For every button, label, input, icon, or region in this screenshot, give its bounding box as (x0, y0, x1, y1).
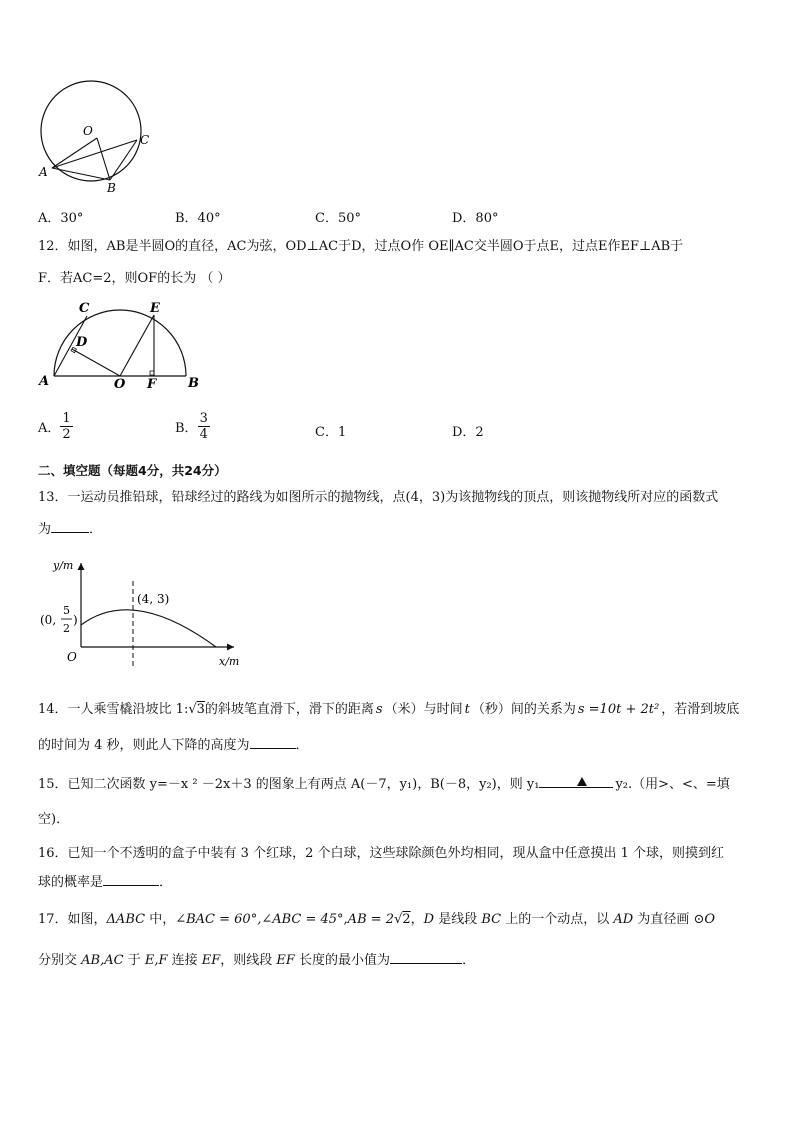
triangle-marker-icon (577, 777, 587, 786)
q14-answer-blank[interactable] (250, 738, 296, 749)
q15-text-line2: 空)． (38, 812, 70, 827)
q11-circle-figure (30, 80, 160, 200)
q13-text-line2 (38, 521, 102, 539)
q12-option-b (175, 411, 210, 442)
q17-point-d: D (423, 912, 435, 927)
q12-semicircle-figure (34, 298, 209, 393)
section-fill-in-title: 二、填空题（每题4分，共24分） (38, 463, 227, 478)
q13-line2-prefix: 为 (38, 522, 52, 537)
q17-sqrt-value: 2 (402, 912, 411, 927)
q15-part2: y₂.（用>、<、=填 (615, 777, 730, 792)
q14-line2-prefix: 的时间为 4 秒，则此人下降的高度为 (38, 738, 250, 753)
q17-part5: 上的一个动点，以 (501, 912, 614, 927)
q13-answer-blank[interactable] (51, 522, 89, 533)
q17-part3: ， (410, 912, 424, 927)
q16-text-line2 (38, 874, 172, 892)
q11-label-c: C (140, 133, 150, 147)
q14-part4: （秒）间的关系为 (471, 702, 576, 717)
q17-part1: 17．如图， (38, 912, 107, 927)
q14-formula: s =10t + 2t² (577, 702, 660, 717)
q14-sqrt-value: 3 (196, 702, 205, 717)
q11-option-c: C．50° (315, 211, 361, 226)
q17-answer-blank[interactable] (390, 953, 462, 964)
q14-part5: ，若滑到坡底 (661, 702, 740, 717)
q12-option-c: C．1 (315, 425, 347, 440)
q16-answer-blank[interactable] (103, 875, 159, 886)
q13-graph-yint-prefix: (0, (40, 613, 57, 627)
q14-text-line1 (38, 701, 739, 719)
q15-text-line1 (38, 776, 730, 794)
q17-segment-bc: BC (481, 912, 502, 927)
q12-label-a: A (39, 374, 50, 389)
q11-label-b: B (107, 181, 116, 195)
q17-line2-part3: 连接 (167, 953, 202, 968)
q12-option-b-den: 4 (199, 427, 208, 442)
q11-label-o: O (83, 124, 93, 138)
q13-graph-xlabel: x/m (219, 655, 240, 668)
q13-graph-yint-suffix: ) (73, 613, 78, 627)
q12-label-f: F (147, 377, 157, 392)
q17-circle-o: O (704, 912, 716, 927)
q13-parabola-graph (36, 555, 246, 670)
q17-conditions: ∠BAC = 60°,∠ABC = 45°,AB = 2 (175, 912, 395, 927)
q17-part2: 中， (145, 912, 176, 927)
q12-label-d: D (76, 335, 88, 350)
q14-text-line2 (38, 737, 309, 755)
q13-graph-yint-num: 5 (63, 604, 70, 617)
q12-label-o: O (114, 377, 126, 392)
q12-option-a (38, 411, 73, 442)
q12-text-line1: 12．如图，AB是半圆O的直径，AC为弦，OD⊥AC于D，过点O作 OE∥AC交半圆O于点E，过点E作EF⊥AB于 (38, 239, 684, 254)
q13-graph-origin: O (67, 650, 77, 664)
q14-var-t: t (464, 702, 470, 717)
q12-option-d: D．2 (452, 425, 484, 440)
q17-line2-suffix: ． (462, 953, 476, 968)
q11-option-a: A．30° (38, 211, 84, 226)
q17-text-line2 (38, 952, 475, 970)
q16-line2-prefix: 球的概率是 (38, 875, 104, 890)
q17-triangle: ΔABC (106, 912, 146, 927)
q14-line2-suffix: ． (295, 738, 309, 753)
q17-line2-part1: 分别交 (38, 953, 82, 968)
q15-part1: 15．已知二次函数 y=－x ² －2x＋3 的图象上有两点 A(－7，y₁)，B(－8，y₂)，则 y₁ (38, 777, 540, 792)
q17-line2-part5: 长度的最小值为 (294, 953, 391, 968)
q17-segment-ef-2: EF (276, 953, 295, 968)
q17-part4: 是线段 (434, 912, 482, 927)
q13-graph-yint-den: 2 (63, 622, 70, 635)
q15-answer-blank[interactable] (539, 777, 613, 788)
q12-option-a-fraction (60, 411, 72, 442)
q12-option-b-fraction (198, 411, 210, 442)
q13-graph-vertex-label: (4, 3) (137, 592, 170, 606)
q12-label-c: C (79, 301, 90, 316)
q14-part3: （米）与时间 (384, 702, 463, 717)
q12-option-a-num: 1 (62, 411, 71, 426)
q17-sides-ab-ac: AB,AC (81, 953, 124, 968)
q12-option-b-num: 3 (199, 411, 208, 426)
q16-line2-suffix: ． (159, 875, 173, 890)
q17-segment-ef: EF (201, 953, 221, 968)
q13-line2-suffix: ． (89, 522, 103, 537)
q14-var-s: s (375, 702, 383, 717)
q12-option-a-label: A． (38, 421, 61, 436)
q17-segment-ad: AD (613, 912, 634, 927)
q12-option-b-label: B． (175, 421, 198, 436)
q12-text-line2: F．若AC=2，则OF的长为 （ ） (38, 271, 231, 286)
q17-sqrt: √2 (394, 912, 411, 927)
q14-part2: 的斜坡笔直滑下，滑下的距离 (204, 702, 374, 717)
q12-label-b: B (188, 376, 199, 391)
q17-line2-part4: ，则线段 (220, 953, 277, 968)
q11-option-b: B．40° (175, 211, 221, 226)
q17-part6: 为直径画 ⊙ (633, 912, 705, 927)
q13-graph-ylabel: y/m (53, 559, 74, 572)
q14-part1: 14．一人乘雪橇沿坡比 1: (38, 702, 189, 717)
q13-text-line1: 13．一运动员推铅球，铅球经过的路线为如图所示的抛物线，点(4，3)为该抛物线的顶点，则该抛物线所对应的函数式 (38, 490, 719, 505)
q17-text-line1 (38, 911, 715, 929)
q12-label-e: E (150, 301, 160, 316)
q14-sqrt: √3 (188, 702, 205, 717)
q11-option-d: D．80° (452, 211, 499, 226)
q16-text-line1: 16．已知一个不透明的盒子中装有 3 个红球，2 个白球，这些球除颜色外均相同，现从盒中任意摸出 1 个球，则摸到红 (38, 846, 725, 861)
q17-points-e-f: E,F (144, 953, 168, 968)
q12-option-a-den: 2 (62, 427, 71, 442)
q17-line2-part2: 于 (123, 953, 145, 968)
q11-label-a: A (39, 165, 48, 179)
